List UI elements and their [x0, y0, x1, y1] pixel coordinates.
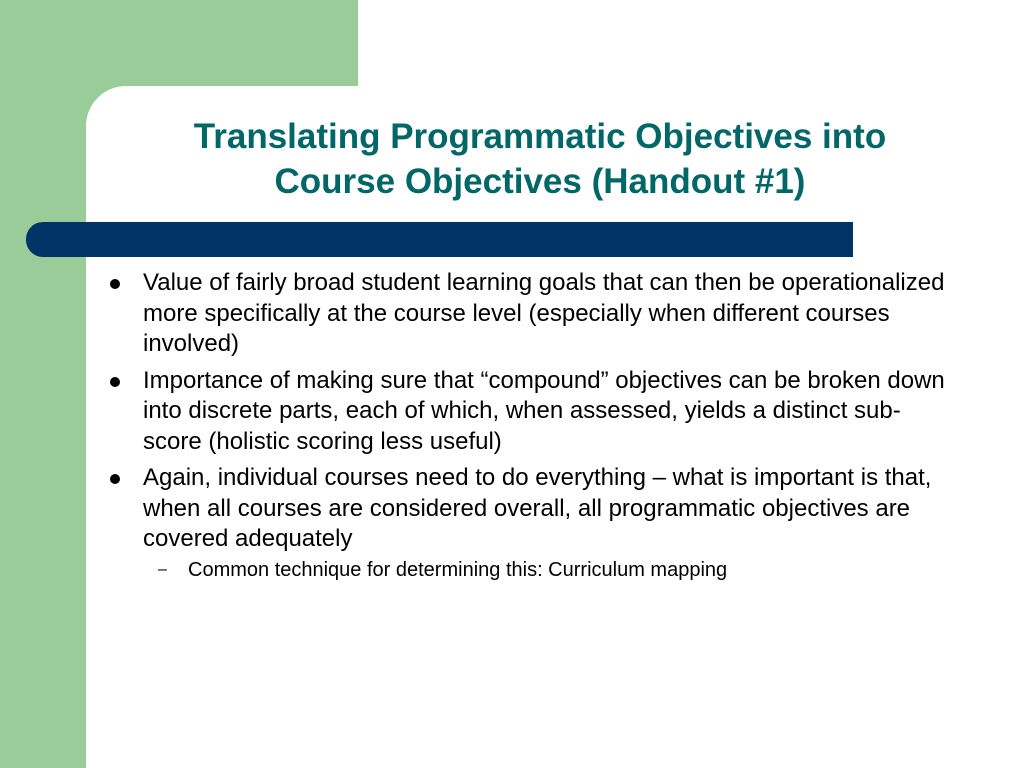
bullet-text-2: Importance of making sure that “compound” objectives can be broken down into discrete parts, each of which, when assessed, yields a distinct sub-score (holistic scoring less useful) — [143, 366, 945, 455]
bullet-text-3: Again, individual courses need to do everything – what is important is that, when all courses are considered overall, all programmatic objectives are covered adequately — [143, 464, 932, 552]
sub-bullet-item-1 — [100, 557, 950, 583]
bullet-list — [100, 268, 950, 583]
bullet-item-1 — [100, 268, 950, 360]
bullet-dot-icon — [110, 279, 120, 289]
sub-bullet-text-1: Common technique for determining this: Curriculum mapping — [188, 558, 728, 581]
bullet-dot-icon — [110, 474, 120, 484]
dash-icon: – — [158, 560, 167, 578]
bullet-item-3 — [100, 463, 950, 555]
title-line-2: Course Objectives (Handout #1) — [274, 162, 806, 201]
bullet-item-2 — [100, 366, 950, 458]
bullet-dot-icon — [110, 377, 120, 387]
title-underline-bar — [26, 222, 853, 257]
title-line-1: Translating Programmatic Objectives into — [193, 117, 887, 156]
slide-title — [110, 114, 970, 204]
bullet-text-1: Value of fairly broad student learning goals that can then be operationalized more specifically at the course level (especially when different courses involved) — [143, 269, 945, 357]
